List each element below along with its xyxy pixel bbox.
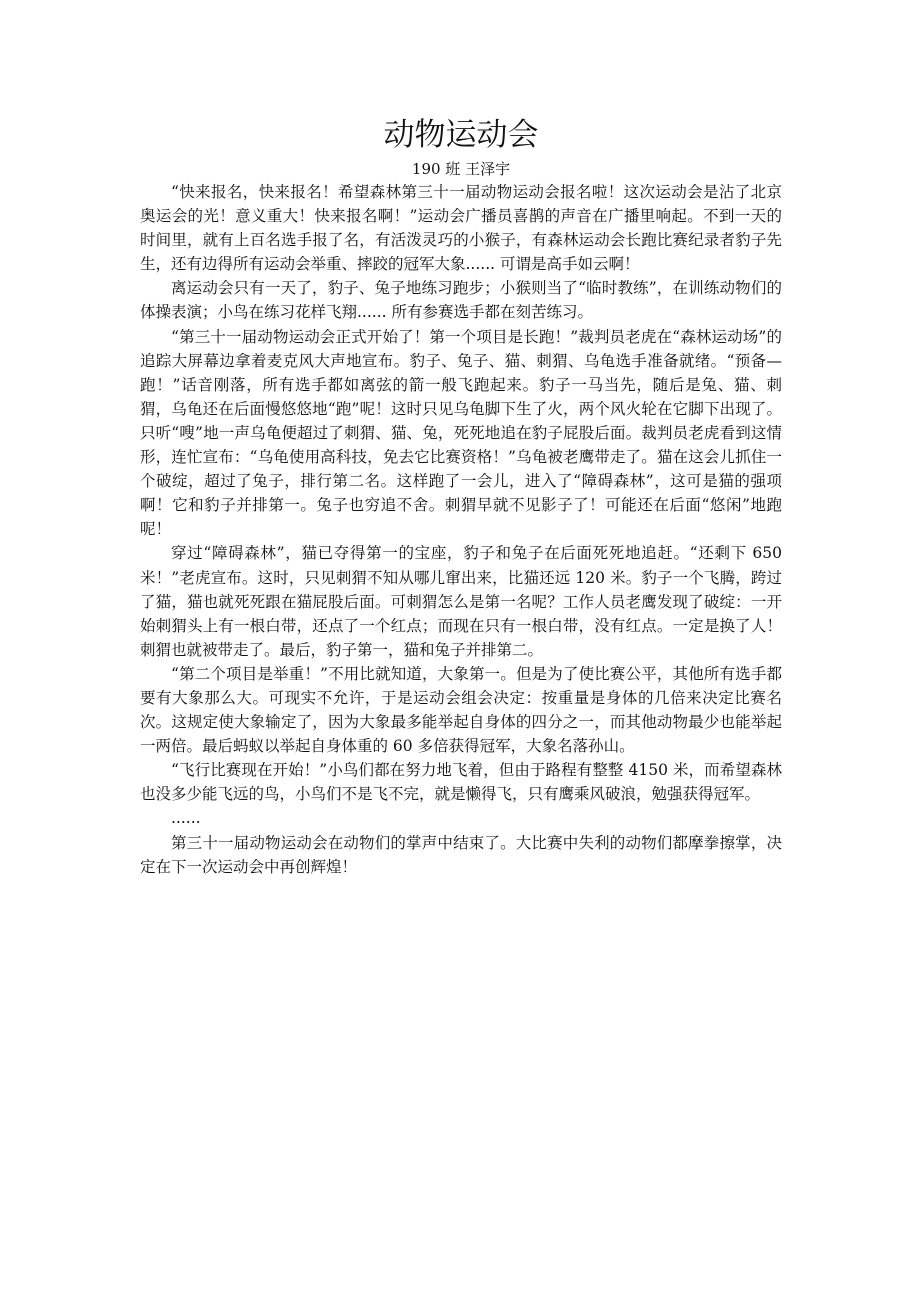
- document-page: [140, 112, 782, 879]
- paragraph-3: “第三十一届动物运动会正式开始了！第一个项目是长跑！”裁判员老虎在“森林运动场”的追踪大屏幕边拿着麦克风大声地宣布。豹子、兔子、猫、刺猬、乌龟选手准备就绪。“预备—跑！”话音刚落，所有选手都如离弦的箭一般飞跑起来。豹子一马当先，随后是兔、猫、刺猬，乌龟还在后面慢悠悠地“跑”呢！这时只见乌龟脚下生了火，两个风火轮在它脚下出现了。只听“嗖”地一声乌龟便超过了刺猬、猫、兔，死死地追在豹子屁股后面。裁判员老虎看到这情形，连忙宣布：“乌龟使用高科技，免去它比赛资格！”乌龟被老鹰带走了。猫在这会儿抓住一个破绽，超过了兔子，排行第二名。这样跑了一会儿，进入了“障碍森林”，这可是猫的强项啊！它和豹子并排第一。兔子也穷追不舍。刺猬早就不见影子了！可能还在后面“悠闲”地跑呢！: [140, 327, 782, 539]
- document-title: 动物运动会: [383, 117, 539, 153]
- paragraph-2: 离运动会只有一天了，豹子、兔子地练习跑步；小猴则当了“临时教练”，在训练动物们的体操表演；小鸟在练习花样飞翔...... 所有参赛选手都在刻苦练习。: [140, 279, 782, 322]
- document-author: 190 班 王泽宇: [411, 160, 511, 178]
- paragraph-8: 第三十一届动物运动会在动物们的掌声中结束了。大比赛中失利的动物们都摩拳擦掌，决定在下一次运动会中再创辉煌！: [140, 833, 782, 876]
- paragraph-ellipsis: ......: [171, 809, 201, 828]
- paragraph-1: “快来报名，快来报名！希望森林第三十一届动物运动会报名啦！这次运动会是沾了北京奥运会的光！意义重大！快来报名啊！”运动会广播员喜鹊的声音在广播里响起。不到一天的时间里，就有上百名选手报了名，有活泼灵巧的小猴子，有森林运动会长跑比赛纪录者豹子先生，还有边得所有运动会举重、摔跤的冠军大象...... 可谓是高手如云啊！: [140, 183, 782, 274]
- paragraph-6: “飞行比赛现在开始！”小鸟们都在努力地飞着，但由于路程有整整 4150 米，而希望森林也没多少能飞远的鸟，小鸟们不是飞不完，就是懒得飞，只有鹰乘风破浪，勉强获得冠军。: [140, 761, 782, 804]
- paragraph-5: “第二个项目是举重！”不用比就知道，大象第一。但是为了使比赛公平，其他所有选手都要有大象那么大。可现实不允许，于是运动会组会决定：按重量是身体的几倍来决定比赛名次。这规定使大象输定了，因为大象最多能举起自身体的四分之一，而其他动物最少也能举起一两倍。最后蚂蚁以举起自身体重的 60 多倍获得冠军，大象名落孙山。: [140, 664, 782, 756]
- paragraph-4: 穿过“障碍森林”，猫已夺得第一的宝座，豹子和兔子在后面死死地追赶。“还剩下 650 米！”老虎宣布。这时，只见刺猬不知从哪儿窜出来，比猫还远 120 米。豹子一个飞腾，跨过了猫，猫也就死死跟在猫屁股后面。可刺猬怎么是第一名呢？工作人员老鹰发现了破绽：一开始刺猬头上有一根白带，还点了一个红点；而现在只有一根白带，没有红点。一定是换了人！刺猬也就被带走了。最后，豹子第一，猫和兔子并排第二。: [140, 544, 782, 659]
